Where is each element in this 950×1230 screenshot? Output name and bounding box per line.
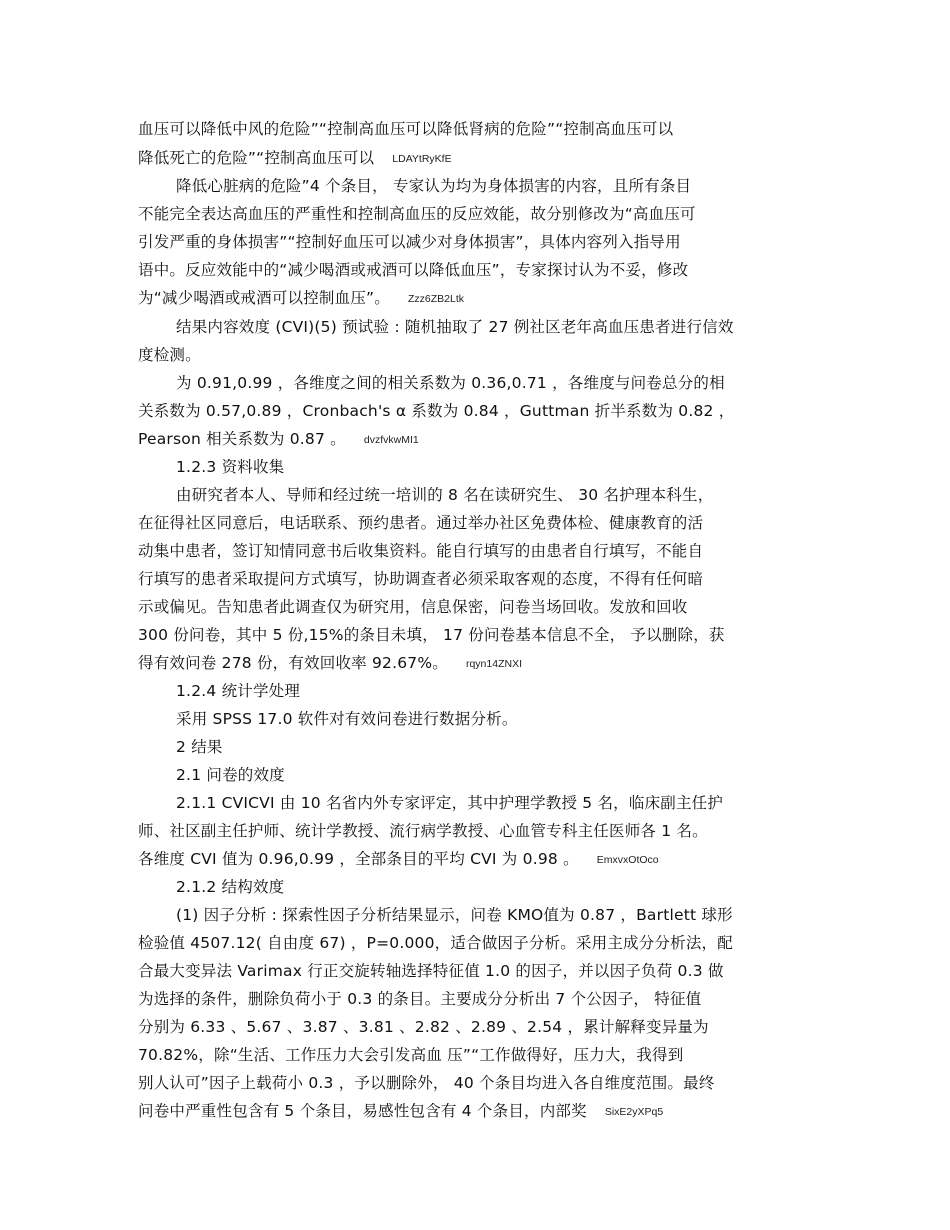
- watermark-code: SixE2yXPq5: [604, 1106, 664, 1118]
- line-text: 度检测。: [138, 346, 201, 364]
- line-text: 不能完全表达高血压的严重性和控制高血压的反应效能，故分别修改为“高血压可: [138, 205, 696, 223]
- watermark-code: rqyn14ZNXI: [465, 658, 522, 670]
- section-heading: [176, 457, 284, 477]
- text-line: [138, 345, 201, 365]
- text-line: [138, 933, 733, 953]
- line-text: (1) 因子分析 : 探索性因子分析结果显示，问卷 KMO值为 0.87 ，Bartlett 球形: [176, 906, 733, 924]
- line-text: Pearson 相关系数为 0.87 。: [138, 430, 346, 448]
- line-text: 关系数为 0.57,0.89 ，Cronbach's α 系数为 0.84 ，Guttman 折半系数为 0.82 ，: [138, 402, 735, 420]
- line-text: 行填写的患者采取提问方式填写，协助调查者必须采取客观的态度，不得有任何暗: [138, 570, 704, 588]
- text-line: [176, 485, 713, 505]
- watermark-code: LDAYtRyKfE: [392, 153, 452, 165]
- line-text: 别人认可”因子上载荷小 0.3 ，予以删除外， 40 个条目均进入各自维度范围。最终: [138, 1074, 715, 1092]
- text-line: [176, 317, 734, 337]
- line-text: 2.1.1 CVICVI 由 10 名省内外专家评定，其中护理学教授 5 名，临床副主任护: [176, 794, 724, 812]
- line-text: 2.1 问卷的效度: [176, 766, 285, 784]
- text-line: [138, 849, 659, 870]
- section-heading: [176, 765, 285, 785]
- line-text: 为“减少喝酒或戒酒可以控制血压”。: [138, 289, 390, 307]
- text-line: [138, 653, 522, 674]
- line-text: 问卷中严重性包含有 5 个条目，易感性包含有 4 个条目，内部奖: [138, 1102, 587, 1120]
- line-text: 70.82%，除“生活、工作压力大会引发高血 压”“工作做得好，压力大，我得到: [138, 1046, 684, 1064]
- line-text: 得有效问卷 278 份，有效回收率 92.67%。: [138, 654, 448, 672]
- line-text: 采用 SPSS 17.0 软件对有效问卷进行数据分析。: [176, 710, 518, 728]
- line-text: 示或偏见。告知患者此调查仅为研究用，信息保密，问卷当场回收。发放和回收: [138, 598, 688, 616]
- section-heading: [176, 681, 300, 701]
- line-text: 血压可以降低中风的危险”“控制高血压可以降低肾病的危险”“控制高血压可以: [138, 120, 674, 138]
- text-line: [138, 429, 419, 450]
- line-text: 为选择的条件，删除负荷小于 0.3 的条目。主要成分分析出 7 个公因子， 特征值: [138, 990, 702, 1008]
- text-line: [138, 401, 734, 421]
- text-line: [176, 793, 723, 813]
- text-line: [138, 625, 725, 645]
- text-line: [176, 905, 733, 925]
- text-line: [138, 569, 703, 589]
- line-text: 结果内容效度 (CVI)(5) 预试验 : 随机抽取了 27 例社区老年高血压患者进行信效: [176, 318, 734, 336]
- text-line: [138, 260, 688, 280]
- text-line: [138, 148, 452, 169]
- line-text: 300 份问卷，其中 5 份,15%的条目未填， 17 份问卷基本信息不全， 予以删除，获: [138, 626, 725, 644]
- text-line: [138, 541, 703, 561]
- line-text: 检验值 4507.12( 自由度 67) ，P=0.000，适合做因子分析。采用主成分分析法，配: [138, 934, 733, 952]
- text-line: [138, 513, 703, 533]
- text-line: [138, 1045, 683, 1065]
- text-line: [138, 1017, 709, 1037]
- line-text: 分别为 6.33 、5.67 、3.87 、3.81 、2.82 、2.89 、2.54 ，累计解释变异量为: [138, 1018, 709, 1036]
- text-line: [138, 119, 673, 139]
- text-line: [138, 1073, 715, 1093]
- line-text: 降低心脏病的危险”4 个条目， 专家认为均为身体损害的内容，且所有条目: [176, 177, 692, 195]
- text-line: [138, 1101, 663, 1122]
- watermark-code: dvzfvkwMI1: [363, 434, 419, 446]
- line-text: 2 结果: [176, 738, 223, 756]
- section-heading: [176, 737, 223, 757]
- section-heading: [176, 877, 284, 897]
- line-text: 在征得社区同意后，电话联系、预约患者。通过举办社区免费体检、健康教育的活: [138, 514, 704, 532]
- watermark-code: EmxvxOtOco: [596, 854, 659, 866]
- text-line: [138, 204, 696, 224]
- text-line: [176, 176, 691, 196]
- text-line: [138, 597, 688, 617]
- text-line: [138, 288, 464, 309]
- line-text: 语中。反应效能中的“减少喝酒或戒酒可以降低血压”，专家探讨认为不妥，修改: [138, 261, 689, 279]
- text-line: [138, 821, 708, 841]
- line-text: 降低死亡的危险”“控制高血压可以: [138, 149, 375, 167]
- text-line: [176, 709, 518, 729]
- line-text: 合最大变异法 Varimax 行正交旋转轴选择特征值 1.0 的因子，并以因子负荷 0.3 做: [138, 962, 724, 980]
- line-text: 各维度 CVI 值为 0.96,0.99 ，全部条目的平均 CVI 为 0.98 。: [138, 850, 579, 868]
- line-text: 由研究者本人、导师和经过统一培训的 8 名在读研究生、 30 名护理本科生，: [176, 486, 714, 504]
- watermark-code: Zzz6ZB2Ltk: [407, 293, 464, 305]
- text-line: [138, 232, 681, 252]
- text-line: [138, 989, 701, 1009]
- line-text: 1.2.4 统计学处理: [176, 682, 301, 700]
- line-text: 2.1.2 结构效度: [176, 878, 285, 896]
- line-text: 1.2.3 资料收集: [176, 458, 285, 476]
- text-line: [138, 961, 724, 981]
- line-text: 动集中患者，签订知情同意书后收集资料。能自行填写的由患者自行填写，不能自: [138, 542, 704, 560]
- line-text: 引发严重的身体损害”“控制好血压可以减少对身体损害”，具体内容列入指导用: [138, 233, 681, 251]
- text-line: [176, 373, 725, 393]
- line-text: 为 0.91,0.99 ，各维度之间的相关系数为 0.36,0.71 ，各维度与问卷总分的相: [176, 374, 725, 392]
- line-text: 师、社区副主任护师、统计学教授、流行病学教授、心血管专科主任医师各 1 名。: [138, 822, 708, 840]
